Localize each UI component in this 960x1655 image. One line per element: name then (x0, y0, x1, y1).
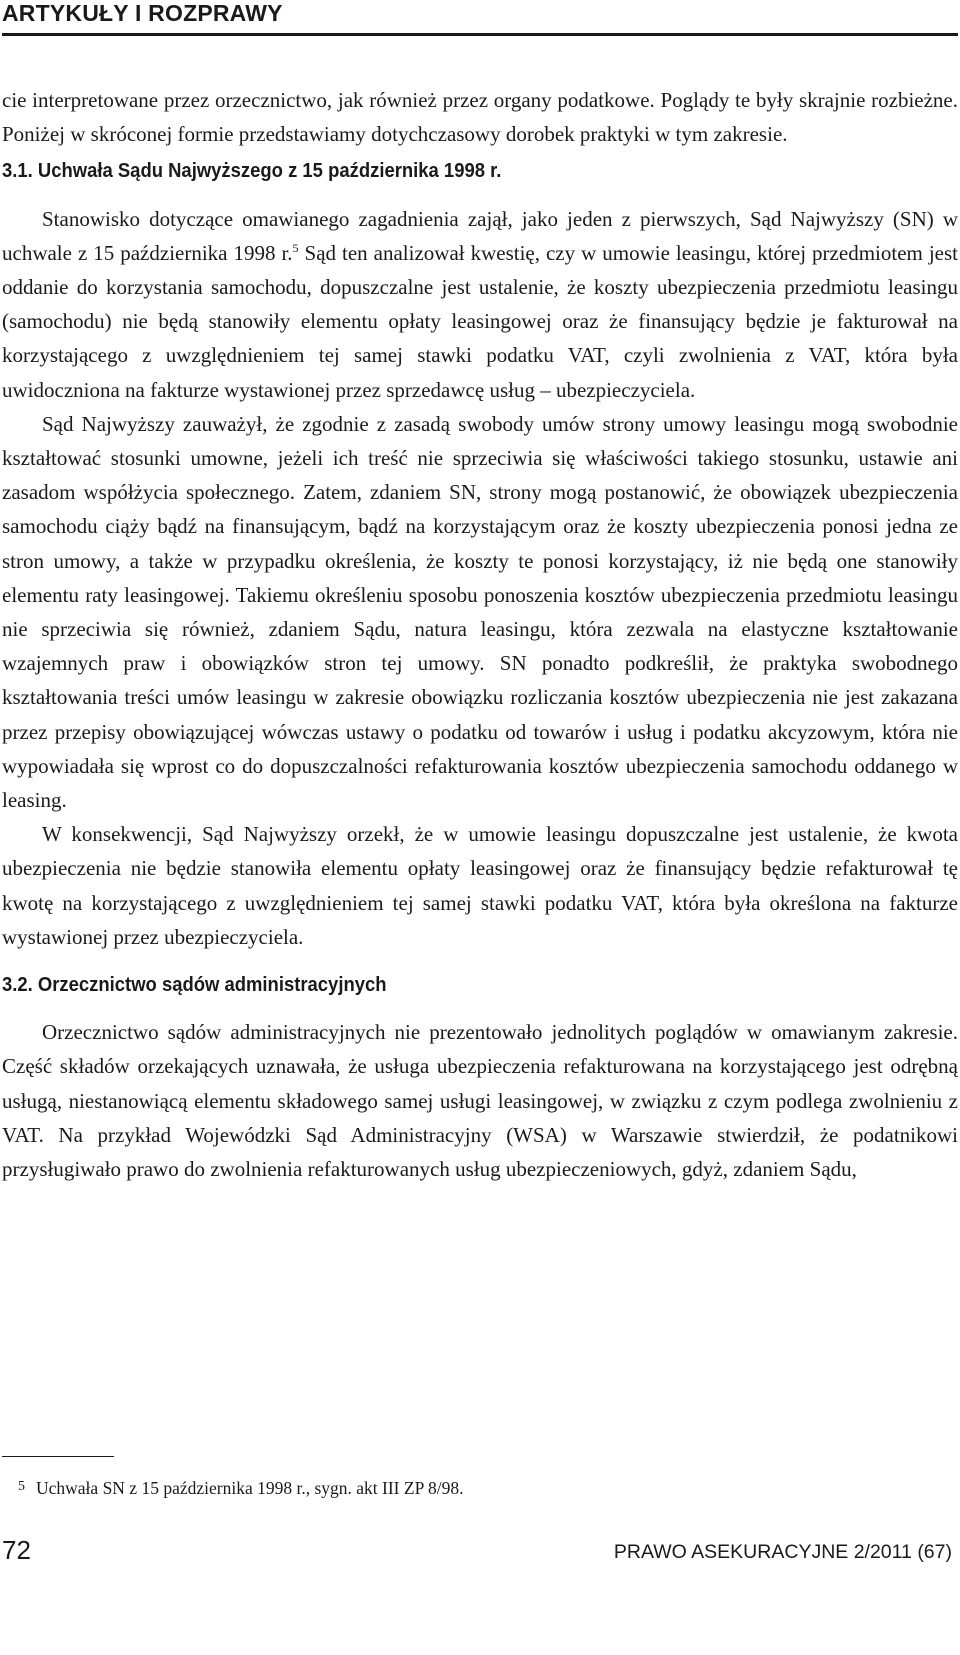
footnote-number: 5 (18, 1479, 25, 1494)
article-body (2, 83, 958, 1186)
section-heading-3-1: 3.1. Uchwała Sądu Najwyższego z 15 października 1998 r. (2, 159, 502, 183)
paragraph-supreme-court-position (2, 202, 958, 407)
running-title: ARTYKUŁY I ROZPRAWY (2, 0, 283, 26)
paragraph-text: Stanowisko dotyczące omawianego zagadnienia zajął, jako jeden z pierwszych, Sąd Najwyższy (SN) w uchwale z 15 października 1998 r. (2, 206, 958, 265)
footnote-reference[interactable]: 5 (292, 240, 299, 255)
paragraph-administrative-courts: Orzecznictwo sądów administracyjnych nie prezentowało jednolitych poglądów w omawianym zakresie. Część składów orzekających uznawała, że usługa ubezpieczenia refakturowana na korzystającego jest odrębną usługą, niestanowiącą elementu składowego samej usługi leasingowej, w związku z czym podlega zwolnieniu z VAT. Na przykład Wojewódzki Sąd Administracyjny (WSA) w Warszawie stwierdził, że podatnikowi przysługiwało prawo do zwolnienia refakturowanych usług ubezpieczeniowych, gdyż, zdaniem Sądu, (2, 1020, 958, 1182)
paragraph-text: Sąd ten analizował kwestię, czy w umowie leasingu, której przedmiotem jest oddanie do korzystania samochodu, dopuszczalne jest ustalenie, że koszty ubezpieczenia przedmiotu leasingu (samochodu) nie będą stanowiły elementu opłaty leasingowej oraz że finansujący będzie je fakturował na korzystającego z uwzględnieniem tej samej stawki podatku VAT, czyli zwolnienia z VAT, która była uwidoczniona na fakturze wystawionej przez sprzedawcę usług – ubezpieczyciela. (2, 240, 958, 402)
header-rule (2, 33, 958, 36)
footnote-rule (2, 1456, 114, 1457)
paragraph-supreme-court-ruling: W konsekwencji, Sąd Najwyższy orzekł, że w umowie leasingu dopuszczalne jest ustalenie, że kwota ubezpieczenia nie będzie stanowiła elementu opłaty leasingowej oraz że finansujący będzie refakturował tę kwotę na korzystającego z uwzględnieniem tej samej stawki podatku VAT, która była określona na fakturze wystawionej przez ubezpieczyciela. (2, 822, 958, 949)
footnote-text: Uchwała SN z 15 października 1998 r., sygn. akt III ZP 8/98. (36, 1478, 464, 1498)
footnote (2, 1478, 902, 1499)
journal-title: PRAWO ASEKURACYJNE 2/2011 (67) (613, 1541, 952, 1563)
paragraph-intro: cie interpretowane przez orzecznictwo, jak również przez organy podatkowe. Poglądy te były skrajnie rozbieżne. Poniżej w skróconej formie przedstawiamy dotychczasowy dorobek praktyki w tym zakresie. (2, 88, 958, 147)
section-heading-3-2: 3.2. Orzecznictwo sądów administracyjnych (2, 973, 387, 997)
paragraph-supreme-court-reasoning: Sąd Najwyższy zauważył, że zgodnie z zasadą swobody umów strony umowy leasingu mogą swobodnie kształtować stosunki umowne, jeżeli ich treść nie sprzeciwia się właściwości takiego stosunku, ustawie ani zasadom współżycia społecznego. Zatem, zdaniem SN, strony mogą postanowić, że obowiązek ubezpieczenia samochodu ciąży bądź na finansującym, bądź na korzystającym oraz że koszty ubezpieczenia ponosi jedna ze stron umowy, a także w przypadku określenia, że koszty te ponosi korzystający, iż nie będą one stanowiły elementu raty leasingowej. Takiemu określeniu sposobu ponoszenia kosztów ubezpieczenia przedmiotu leasingu nie sprzeciwia się również, zdaniem Sądu, natura leasingu, która zezwala na elastyczne kształtowanie wzajemnych praw i obowiązków stron tej umowy. SN ponadto podkreślił, że praktyka swobodnego kształtowania treści umów leasingu w zakresie obowiązku rozliczania kosztów ubezpieczenia nie jest zakazana przez przepisy obowiązującej wówczas ustawy o podatku od towarów i usług i podatku akcyzowym, która nie wypowiadała się wprost co do dopuszczalności refakturowania kosztów ubezpieczenia samochodu oddanego w leasing. (2, 411, 958, 813)
page-number: 72 (2, 1535, 31, 1565)
